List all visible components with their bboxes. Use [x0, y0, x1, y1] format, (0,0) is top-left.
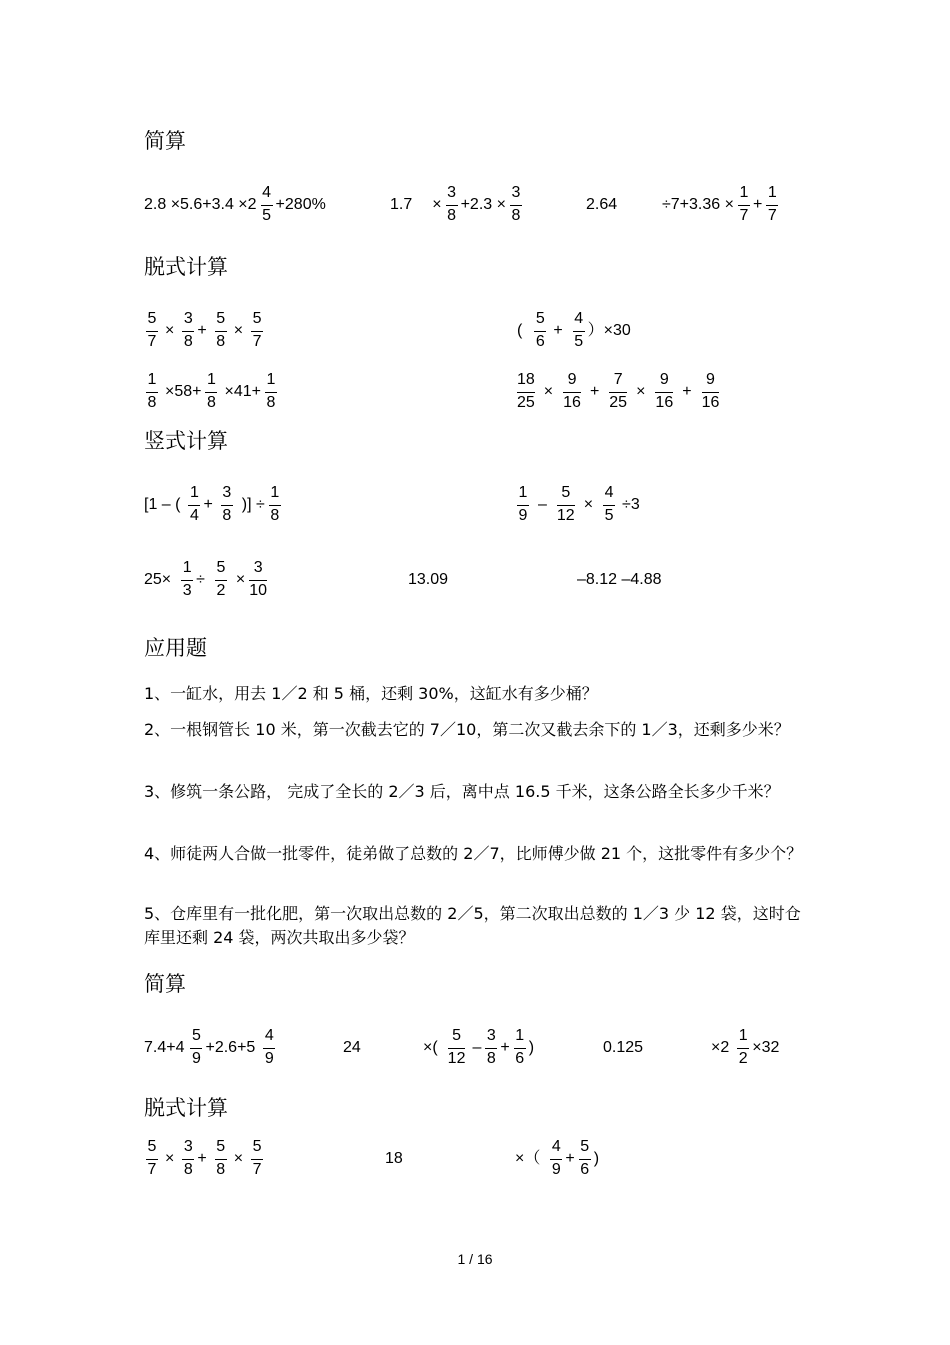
expression-text: 13.09 [408, 571, 449, 588]
fraction-denominator: 8 [511, 207, 521, 224]
expression-text: [1 – ( [144, 496, 181, 513]
fraction-bar [146, 392, 158, 393]
fraction-numerator: 3 [222, 484, 232, 501]
expression-text: ) [528, 1039, 535, 1056]
expression-text: +280% [275, 196, 326, 213]
fraction-bar [215, 331, 227, 332]
fraction-denominator: 2 [738, 1050, 748, 1067]
expression-text: )] ÷ [241, 496, 265, 513]
fraction-denominator: 5 [604, 507, 614, 524]
fraction-bar [251, 1159, 263, 1160]
fraction-numerator: 1 [190, 484, 199, 501]
expression-text: 7.4+4 [144, 1039, 185, 1056]
fraction-bar [579, 1159, 591, 1160]
fraction-numerator: 5 [216, 1138, 226, 1155]
fraction-numerator: 1 [147, 371, 157, 388]
fraction-bar [573, 331, 585, 332]
fraction-denominator: 10 [249, 582, 268, 599]
fraction-numerator: 5 [535, 310, 545, 327]
fraction-numerator: 3 [447, 184, 457, 201]
fraction-numerator: 3 [511, 184, 521, 201]
fraction-numerator: 3 [183, 1138, 193, 1155]
expression-text: ×（ [515, 1150, 541, 1167]
fraction-bar [655, 392, 673, 393]
fraction-denominator: 8 [183, 333, 193, 350]
expression-text: +2.3 × [460, 196, 506, 213]
fraction-numerator: 9 [567, 371, 577, 388]
fraction-bar [485, 1048, 497, 1049]
fraction-denominator: 4 [190, 507, 199, 524]
expression-text: × [233, 1150, 244, 1167]
fraction-numerator: 1 [270, 484, 280, 501]
expression-text: –8.12 –4.88 [577, 571, 662, 588]
expression-text: + [752, 196, 763, 213]
fraction-denominator: 3 [182, 582, 192, 599]
fraction-numerator: 7 [613, 371, 623, 388]
fraction-bar [215, 1159, 227, 1160]
expression-text: × [233, 322, 244, 339]
section-heading-stepwise-2: 脱式计算 [144, 1096, 228, 1120]
fraction-bar [181, 580, 193, 581]
fraction-numerator: 5 [147, 310, 157, 327]
expression-text: ) [593, 1150, 600, 1167]
fraction-bar [249, 580, 267, 581]
expression-text: ÷3 [622, 496, 640, 513]
fraction-denominator: 8 [216, 1161, 226, 1178]
fraction-numerator: 1 [182, 559, 192, 576]
fraction-denominator: 12 [556, 507, 575, 524]
expression-text: ÷7+3.36 × [662, 196, 734, 213]
fraction-denominator: 5 [262, 207, 271, 224]
fraction-numerator: 1 [515, 1027, 525, 1044]
fraction-bar [448, 1048, 466, 1049]
fraction-numerator: 4 [574, 310, 584, 327]
fraction-numerator: 3 [486, 1027, 496, 1044]
fraction-denominator: 8 [486, 1050, 496, 1067]
word-problem-2: 2、一根钢管长 10 米，第一次截去它的 7／10，第二次又截去余下的 1／3，还剩多少米？ [144, 720, 790, 739]
expression-text: – [538, 496, 547, 513]
fraction-denominator: 8 [266, 394, 276, 411]
fraction-bar [269, 505, 281, 506]
fraction-numerator: 1 [207, 371, 216, 388]
expression-text: × [235, 571, 246, 588]
fraction-bar [221, 505, 233, 506]
fraction-numerator: 1 [739, 184, 749, 201]
word-problem-1: 1、一缸水，用去 1／2 和 5 桶，还剩 30%，这缸水有多少桶？ [144, 684, 598, 703]
fraction-denominator: 7 [739, 207, 749, 224]
page-number: 1 / 16 [457, 1251, 493, 1267]
expression-text: + [197, 322, 207, 339]
fraction-denominator: 12 [447, 1050, 466, 1067]
fraction-numerator: 1 [767, 184, 777, 201]
fraction-denominator: 8 [270, 507, 280, 524]
fraction-bar [766, 205, 778, 206]
fraction-bar [261, 205, 273, 206]
word-problem-3: 3、修筑一条公路， 完成了全长的 2／3 后，离中点 16.5 千米，这条公路全长多少千米？ [144, 782, 780, 801]
fraction-bar [251, 331, 263, 332]
expression-text: 0.125 [603, 1039, 644, 1056]
expression-text: – [472, 1039, 482, 1056]
fraction-denominator: 8 [207, 394, 216, 411]
fraction-numerator: 9 [706, 371, 715, 388]
word-problem-5: 5、仓库里有一批化肥，第一次取出总数的 2／5，第二次取出总数的 1／3 少 12 袋，这时仓库里还剩 24 袋，两次共取出多少袋？ [144, 904, 801, 947]
expression-text: ×( [423, 1039, 438, 1056]
fraction-numerator: 18 [517, 371, 535, 388]
expression-text: × [636, 383, 646, 400]
fraction-denominator: 7 [147, 1161, 157, 1178]
fraction-numerator: 3 [183, 310, 193, 327]
fraction-bar [609, 392, 627, 393]
expression-text: ( [517, 322, 523, 339]
fraction-bar [205, 392, 217, 393]
fraction-denominator: 8 [147, 394, 157, 411]
fraction-denominator: 9 [551, 1161, 561, 1178]
expression-text: 2.64 [586, 196, 618, 213]
section-heading-word-problems: 应用题 [144, 636, 207, 660]
fraction-bar [510, 205, 522, 206]
fraction-denominator: 6 [515, 1050, 525, 1067]
fraction-numerator: 5 [561, 484, 571, 501]
section-heading-simplify-1: 简算 [144, 129, 186, 153]
fraction-numerator: 1 [518, 484, 528, 501]
expression-text: +2.6+5 [205, 1039, 256, 1056]
fraction-denominator: 2 [216, 582, 226, 599]
fraction-denominator: 9 [264, 1050, 274, 1067]
fraction-bar [215, 580, 227, 581]
fraction-bar [517, 392, 535, 393]
word-problem-4: 4、师徒两人合做一批零件，徒弟做了总数的 2／7，比师傅少做 21 个，这批零件有多少个？ [144, 844, 803, 863]
fraction-bar [603, 505, 615, 506]
fraction-denominator: 16 [701, 394, 720, 411]
fraction-denominator: 9 [192, 1050, 201, 1067]
expression-text: + [553, 322, 563, 339]
fraction-numerator: 5 [216, 310, 226, 327]
fraction-bar [190, 1048, 202, 1049]
expression-text: + [500, 1039, 510, 1056]
fraction-numerator: 4 [264, 1027, 274, 1044]
fraction-denominator: 8 [183, 1161, 193, 1178]
fraction-numerator: 5 [452, 1027, 462, 1044]
fraction-bar [737, 1048, 749, 1049]
section-heading-simplify-2: 简算 [144, 972, 186, 996]
fraction-bar [702, 392, 720, 393]
expression-text: ）×30 [587, 322, 631, 339]
fraction-denominator: 8 [216, 333, 226, 350]
fraction-denominator: 7 [252, 1161, 262, 1178]
fraction-numerator: 1 [266, 371, 276, 388]
section-heading-stepwise-1: 脱式计算 [144, 255, 228, 279]
fraction-numerator: 5 [192, 1027, 201, 1044]
fraction-numerator: 4 [604, 484, 614, 501]
expression-text: × [165, 322, 175, 339]
fraction-numerator: 1 [738, 1027, 748, 1044]
expression-text: 2.8 ×5.6+3.4 ×2 [144, 196, 257, 213]
fraction-denominator: 7 [252, 333, 262, 350]
fraction-numerator: 5 [252, 1138, 262, 1155]
fraction-denominator: 7 [767, 207, 777, 224]
fraction-bar [146, 331, 158, 332]
fraction-bar [738, 205, 750, 206]
fraction-numerator: 9 [659, 371, 669, 388]
expression-text: + [203, 496, 213, 513]
fraction-bar [182, 1159, 194, 1160]
fraction-denominator: 16 [655, 394, 674, 411]
fraction-denominator: 6 [535, 333, 545, 350]
fraction-numerator: 3 [253, 559, 263, 576]
fraction-bar [534, 331, 546, 332]
expression-text: 25× [144, 571, 172, 588]
fraction-denominator: 8 [222, 507, 232, 524]
fraction-denominator: 5 [574, 333, 584, 350]
fraction-numerator: 4 [551, 1138, 561, 1155]
fraction-numerator: 5 [216, 559, 226, 576]
fraction-denominator: 9 [518, 507, 528, 524]
expression-text: + [682, 383, 692, 400]
expression-text: 18 [385, 1150, 403, 1167]
fraction-bar [517, 505, 529, 506]
expression-text: × [165, 1150, 175, 1167]
expression-text: × [543, 383, 554, 400]
expression-text: ×41+ [224, 383, 261, 400]
fraction-bar [265, 392, 277, 393]
fraction-denominator: 8 [447, 207, 457, 224]
fraction-bar [446, 205, 458, 206]
fraction-bar [563, 392, 581, 393]
expression-text: ÷ [196, 571, 205, 588]
expression-text: 1.7 [390, 196, 413, 213]
fraction-bar [550, 1159, 562, 1160]
fraction-bar [263, 1048, 275, 1049]
fraction-denominator: 25 [517, 394, 535, 411]
expression-text: × [583, 496, 594, 513]
fraction-bar [188, 505, 200, 506]
fraction-denominator: 6 [580, 1161, 590, 1178]
fraction-numerator: 5 [580, 1138, 590, 1155]
fraction-bar [182, 331, 194, 332]
fraction-bar [514, 1048, 526, 1049]
fraction-bar [146, 1159, 158, 1160]
expression-text: ×2 [711, 1039, 730, 1056]
expression-text: + [197, 1150, 207, 1167]
fraction-numerator: 5 [147, 1138, 157, 1155]
fraction-bar [557, 505, 575, 506]
expression-text: + [589, 383, 600, 400]
expression-text: 24 [343, 1039, 361, 1056]
fraction-numerator: 4 [262, 184, 271, 201]
expression-text: ×32 [752, 1039, 780, 1056]
expression-text: × [432, 196, 442, 213]
expression-text: + [565, 1150, 575, 1167]
fraction-numerator: 5 [252, 310, 262, 327]
fraction-denominator: 25 [609, 394, 628, 411]
expression-text: ×58+ [165, 383, 202, 400]
fraction-denominator: 7 [147, 333, 157, 350]
fraction-denominator: 16 [563, 394, 581, 411]
section-heading-vertical: 竖式计算 [144, 429, 228, 453]
